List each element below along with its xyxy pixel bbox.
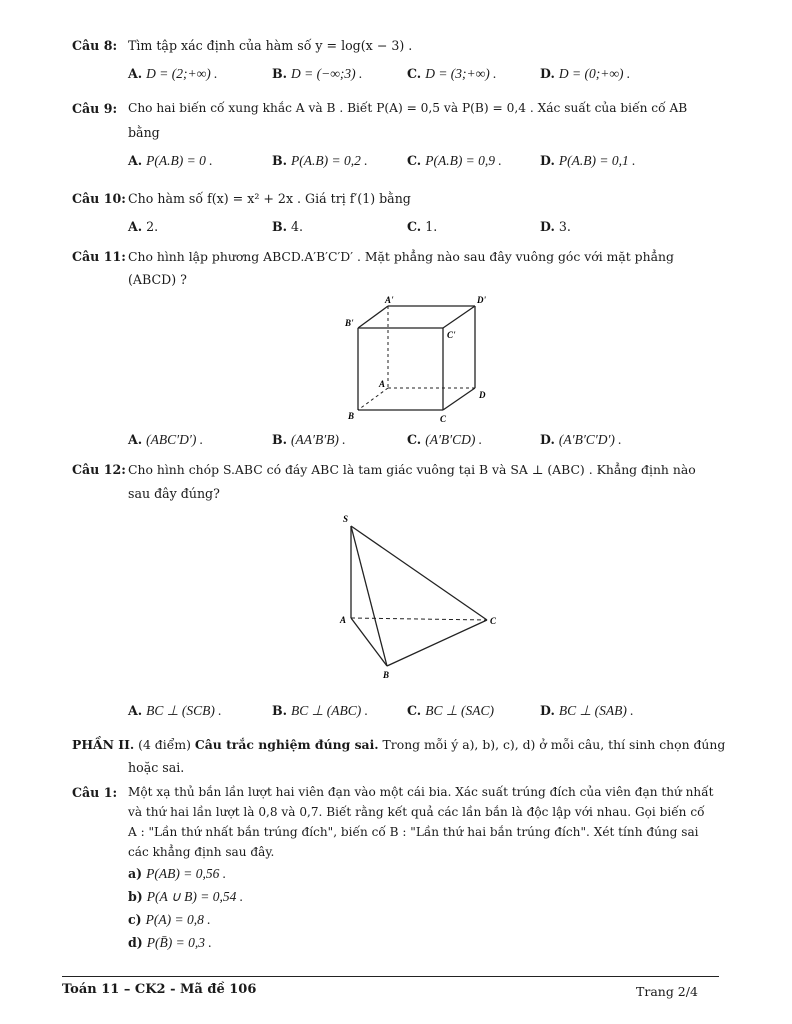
part2-question-1-label: Câu 1:	[72, 785, 118, 800]
q10-option-b: B. 4.	[272, 219, 304, 234]
part2-q1-line-1: Một xạ thủ bắn lần lượt hai viên đạn vào một cái bia. Xác suất trúng đích của viên đạn thứ nhất	[128, 785, 714, 799]
pyramid-label-a: A	[340, 615, 347, 625]
q12-option-a: A. BC ⊥ (SCB) .	[128, 703, 222, 718]
cube-label-b: B	[348, 411, 355, 421]
q11-option-c: C. (A′B′CD) .	[407, 432, 483, 447]
q8-option-c: C. D = (3;+∞) .	[407, 66, 497, 81]
cube-label-c: C	[440, 414, 447, 424]
cube-label-d: D	[479, 390, 486, 400]
question-9-text-cont: bằng	[128, 125, 160, 140]
q12-option-d: D. BC ⊥ (SAB) .	[540, 703, 634, 718]
q11-option-d: D. (A′B′C′D′) .	[540, 432, 622, 447]
pyramid-label-b: B	[383, 670, 390, 680]
footer-divider	[62, 976, 719, 977]
question-9-text: Cho hai biến cố xung khắc A và B . Biết P(A) = 0,5 và P(B) = 0,4 . Xác suất của biến cố AB	[128, 101, 688, 115]
part2-instruction: Trong mỗi ý a), b), c), d) ở mỗi câu, thí sinh chọn đúng	[382, 737, 726, 752]
part2-title: Câu trắc nghiệm đúng sai.	[194, 737, 379, 752]
cube-label-c-prime: C'	[447, 330, 456, 340]
part2-q1-item-c: c) P(A) = 0,8 .	[128, 912, 211, 927]
q9-option-c: C. P(A.B) = 0,9 .	[407, 153, 502, 168]
question-8-text: Tìm tập xác định của hàm số y = log(x − 3) .	[128, 38, 413, 53]
q11-option-b: B. (AA′B′B) .	[272, 432, 346, 447]
question-9-label: Câu 9:	[72, 101, 118, 116]
q9-option-a: A. P(A.B) = 0 .	[128, 153, 213, 168]
pyramid-label-c: C	[490, 616, 497, 626]
q10-option-d: D. 3.	[540, 219, 571, 234]
q10-option-a: A. 2.	[128, 219, 159, 234]
q8-option-a: A. D = (2;+∞) .	[128, 66, 218, 81]
part2-instruction-cont: hoặc sai.	[128, 760, 185, 775]
q8-option-d: D. D = (0;+∞) .	[540, 66, 631, 81]
part2-q1-item-b: b) P(A ∪ B) = 0,54 .	[128, 889, 244, 904]
cube-label-d-prime: D'	[477, 295, 486, 305]
part2-heading	[72, 737, 725, 752]
footer-page-number: Trang 2/4	[636, 984, 698, 999]
cube-label-a: A	[379, 379, 386, 389]
q10-option-c: C. 1.	[407, 219, 438, 234]
pyramid-figure	[335, 508, 505, 680]
q12-option-c: C. BC ⊥ (SAC)	[407, 703, 494, 718]
question-10-label: Câu 10:	[72, 191, 126, 206]
footer-exam-code: Toán 11 – CK2 - Mã đề 106	[62, 982, 257, 997]
pyramid-label-s: S	[343, 514, 349, 524]
q9-option-b: B. P(A.B) = 0,2 .	[272, 153, 368, 168]
question-12-text: Cho hình chóp S.ABC có đáy ABC là tam giác vuông tại B và SA ⊥ (ABC) . Khẳng định nào	[128, 462, 696, 477]
cube-label-b-prime: B'	[345, 318, 354, 328]
q11-option-a: A. (ABC′D′) .	[128, 432, 204, 447]
part2-q1-line-4: các khẳng định sau đây.	[128, 845, 275, 859]
part2-q1-item-a: a) P(AB) = 0,56 .	[128, 866, 227, 881]
question-12-label: Câu 12:	[72, 462, 126, 477]
part2-label: PHẦN II.	[72, 737, 135, 752]
q9-option-d: D. P(A.B) = 0,1 .	[540, 153, 636, 168]
question-8-label: Câu 8:	[72, 38, 118, 53]
cube-figure	[335, 292, 505, 424]
q12-option-b: B. BC ⊥ (ABC) .	[272, 703, 369, 718]
part2-q1-line-3: A : "Lần thứ nhất bắn trúng đích", biến cố B : "Lần thứ hai bắn trúng đích". Xét tính đúng sai	[128, 825, 699, 839]
question-10-text: Cho hàm số f(x) = x² + 2x . Giá trị f′(1) bằng	[128, 191, 411, 206]
part2-points: (4 điểm)	[138, 737, 191, 752]
question-11-text: Cho hình lập phương ABCD.A′B′C′D′ . Mặt phẳng nào sau đây vuông góc với mặt phẳng	[128, 249, 674, 264]
question-11-text-cont: (ABCD) ?	[128, 272, 187, 287]
question-11-label: Câu 11:	[72, 249, 126, 264]
q8-option-b: B. D = (−∞;3) .	[272, 66, 363, 81]
cube-label-a-prime: A'	[385, 295, 394, 305]
part2-q1-item-d: d) P(B̄) = 0,3 .	[128, 935, 212, 950]
part2-q1-line-2: và thứ hai lần lượt là 0,8 và 0,7. Biết rằng kết quả các lần bắn là độc lập với nhau. Gọi biến cố	[128, 805, 705, 819]
question-12-text-cont: sau đây đúng?	[128, 486, 220, 501]
